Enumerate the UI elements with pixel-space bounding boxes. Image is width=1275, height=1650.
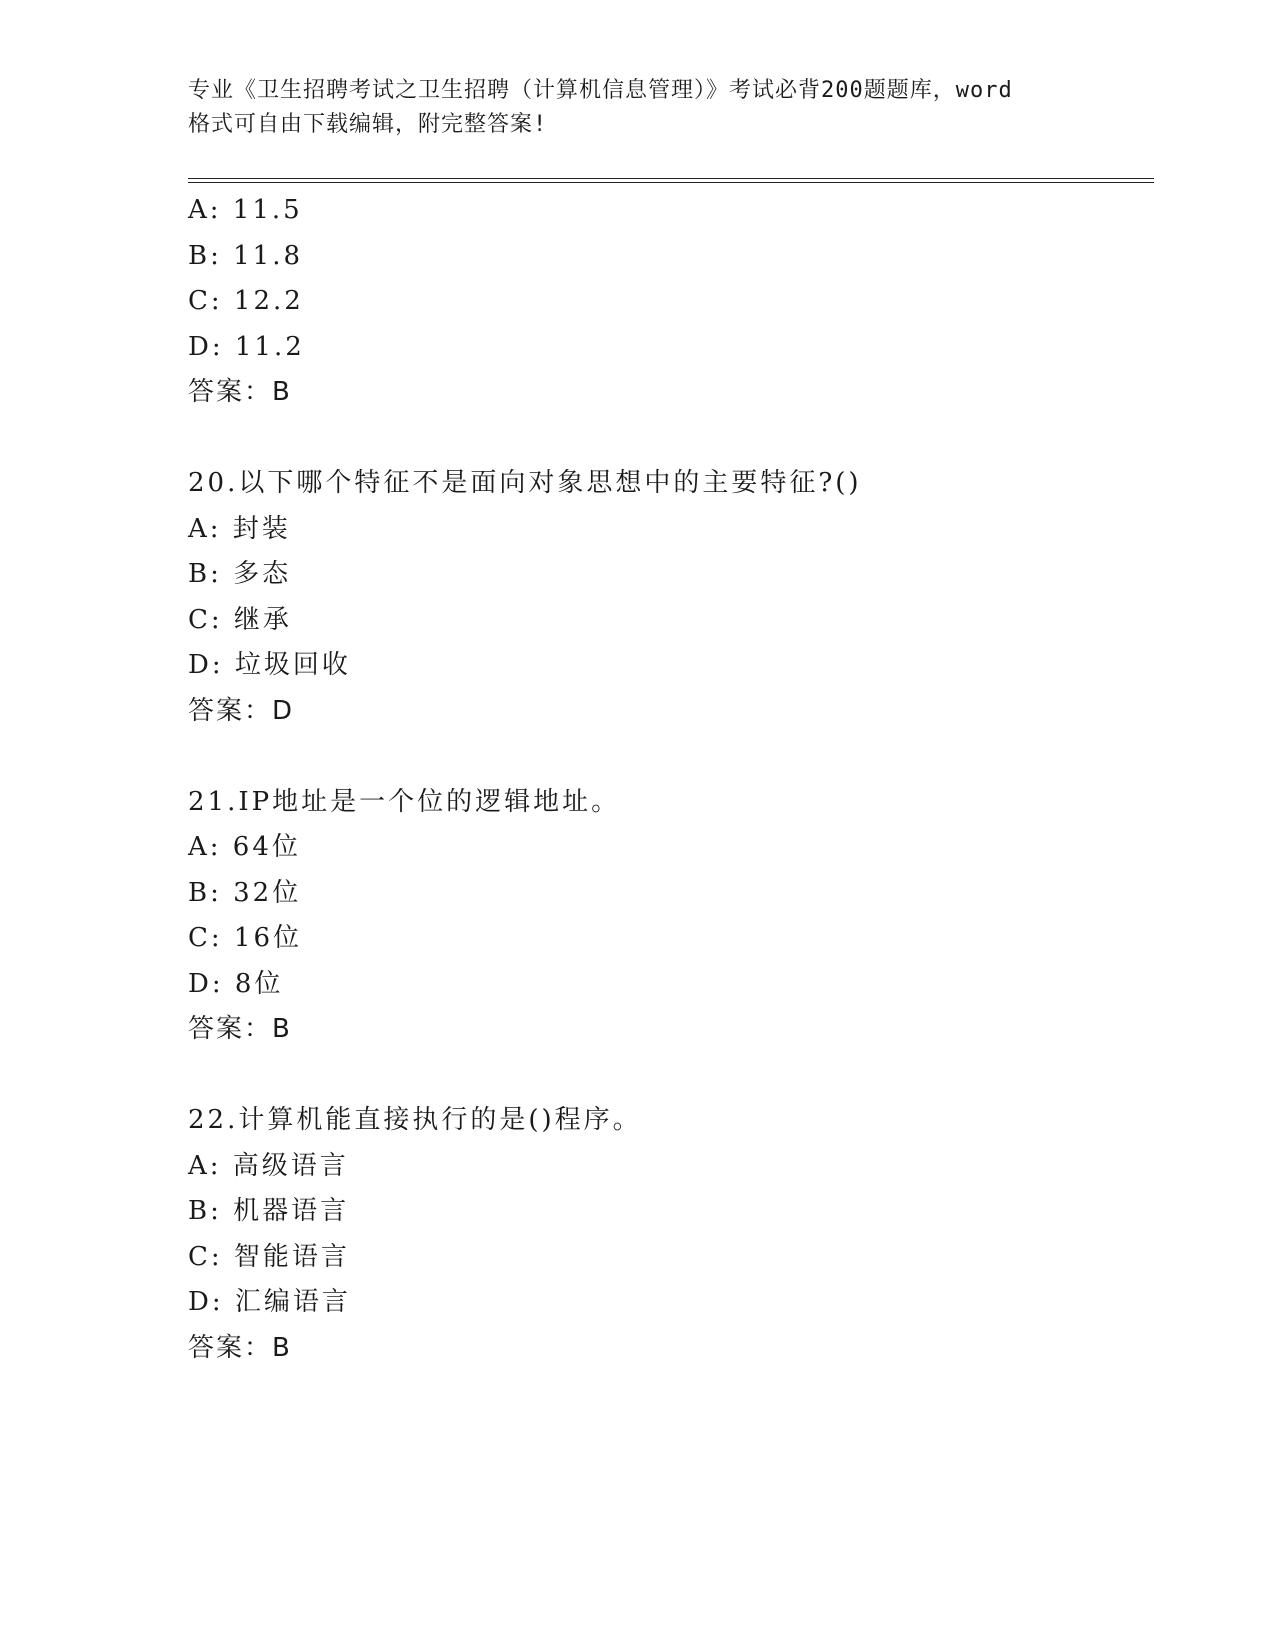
answer-line: 答案：D	[188, 695, 295, 726]
option-c: C: 16位	[188, 923, 303, 953]
header-line-2: 格式可自由下载编辑，附完整答案!	[188, 112, 548, 137]
document-header	[188, 74, 1088, 142]
question-content	[188, 188, 1148, 1371]
option-d: D: 11.2	[188, 331, 305, 362]
answer-line: 答案：B	[188, 1014, 292, 1044]
option-b: B: 32位	[188, 877, 302, 908]
option-a: A: 11.5	[188, 195, 303, 225]
answer-line: 答案：B	[188, 1332, 292, 1363]
option-a: A: 64位	[188, 832, 301, 862]
question-stem: 22.计算机能直接执行的是()程序。	[188, 1105, 642, 1135]
answer-line: 答案：B	[188, 377, 292, 407]
question-stem: 20.以下哪个特征不是面向对象思想中的主要特征?()	[188, 468, 862, 498]
option-b: B: 11.8	[188, 240, 304, 271]
option-a: A: 高级语言	[188, 1150, 349, 1181]
option-d: D: 汇编语言	[188, 1287, 351, 1317]
option-c: C: 智能语言	[188, 1241, 350, 1272]
option-b: B: 机器语言	[188, 1196, 350, 1226]
question-20	[188, 461, 1148, 734]
question-19-partial	[188, 188, 1148, 416]
option-b: B: 多态	[188, 559, 292, 589]
question-stem: 21.IP地址是一个位的逻辑地址。	[188, 786, 621, 817]
header-line-1: 专业《卫生招聘考试之卫生招聘（计算机信息管理）》考试必背200题题库，word	[188, 78, 1013, 103]
option-c: C: 12.2	[188, 286, 304, 316]
option-d: D: 垃圾回收	[188, 650, 351, 680]
question-22	[188, 1098, 1148, 1371]
header-divider	[188, 178, 1154, 183]
option-d: D: 8位	[188, 968, 284, 999]
question-21	[188, 780, 1148, 1053]
option-c: C: 继承	[188, 604, 292, 635]
option-a: A: 封装	[188, 513, 291, 544]
